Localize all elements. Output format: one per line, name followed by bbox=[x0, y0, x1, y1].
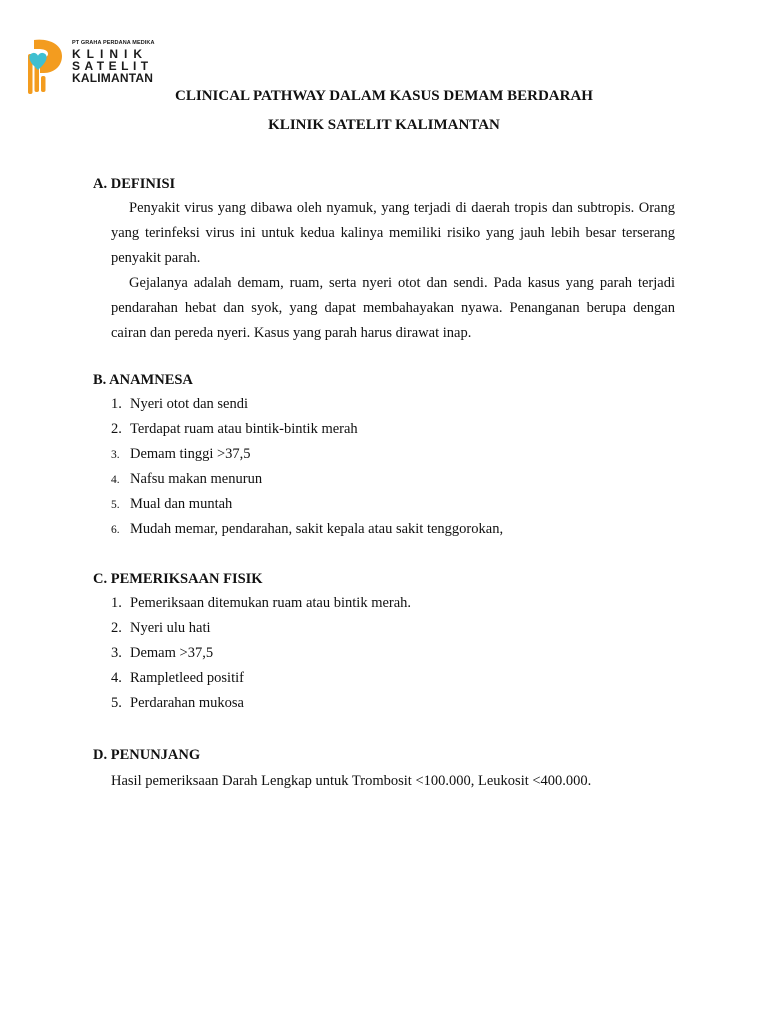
list-number: 3. bbox=[111, 449, 120, 461]
list-item-text: Pemeriksaan ditemukan ruam atau bintik merah. bbox=[130, 595, 412, 611]
anamnesa-list bbox=[111, 392, 675, 542]
pemeriksaan-list bbox=[111, 591, 675, 716]
list-item bbox=[111, 492, 675, 517]
list-item bbox=[111, 392, 675, 417]
list-number: 2. bbox=[111, 620, 122, 636]
list-item-text: Nyeri ulu hati bbox=[130, 620, 211, 636]
section-penunjang bbox=[93, 746, 675, 794]
list-item bbox=[111, 666, 675, 691]
list-item bbox=[111, 467, 675, 492]
clinic-logo-text bbox=[72, 40, 155, 85]
logo-line-kalimantan: KALIMANTAN bbox=[72, 71, 154, 85]
list-number: 4. bbox=[111, 474, 120, 486]
list-item bbox=[111, 641, 675, 666]
list-number: 3. bbox=[111, 645, 122, 661]
section-heading: B. ANAMNESA bbox=[93, 372, 193, 388]
list-item bbox=[111, 691, 675, 716]
document-title: CLINICAL PATHWAY DALAM KASUS DEMAM BERDARAH bbox=[175, 88, 593, 104]
paragraph: Gejalanya adalah demam, ruam, serta nyeri otot dan sendi. Pada kasus yang parah terjadi pendarahan hebat dan syok, yang dapat membahayakan nyawa. Penanganan berupa dengan cairan dan pereda nyeri. Kasus yang parah harus dirawat inap. bbox=[111, 275, 675, 341]
penunjang-text: Hasil pemeriksaan Darah Lengkap untuk Trombosit <100.000, Leukosit <400.000. bbox=[111, 773, 592, 789]
section-definisi bbox=[93, 175, 675, 346]
logo-line-klinik: KLINIK bbox=[72, 47, 148, 61]
section-heading: C. PEMERIKSAAN FISIK bbox=[93, 571, 263, 587]
list-item-text: Rampletleed positif bbox=[130, 670, 244, 686]
list-number: 1. bbox=[111, 595, 122, 611]
section-heading: A. DEFINISI bbox=[93, 176, 176, 192]
list-item-text: Terdapat ruam atau bintik-bintik merah bbox=[130, 421, 358, 437]
list-item-text: Mual dan muntah bbox=[130, 496, 233, 512]
logo-line-satelit: SATELIT bbox=[72, 59, 153, 73]
list-number: 4. bbox=[111, 670, 122, 686]
paragraph: Penyakit virus yang dibawa oleh nyamuk, yang terjadi di daerah tropis dan subtropis. Orang yang terinfeksi virus ini untuk kedua kalinya memiliki risiko yang jauh lebih besar terserang penyakit parah. bbox=[111, 200, 675, 266]
list-number: 6. bbox=[111, 524, 120, 536]
list-item bbox=[111, 591, 675, 616]
list-item-text: Nafsu makan menurun bbox=[130, 471, 263, 487]
list-item bbox=[111, 517, 675, 542]
section-anamnesa bbox=[93, 371, 675, 542]
list-number: 2. bbox=[111, 421, 122, 437]
list-item bbox=[111, 616, 675, 641]
list-number: 5. bbox=[111, 695, 122, 711]
list-number: 1. bbox=[111, 396, 122, 412]
list-item-text: Mudah memar, pendarahan, sakit kepala atau sakit tenggorokan, bbox=[130, 521, 504, 537]
list-item-text: Demam >37,5 bbox=[130, 645, 214, 661]
document-subtitle: KLINIK SATELIT KALIMANTAN bbox=[268, 117, 500, 133]
logo-company-name: PT GRAHA PERDANA MEDIKA bbox=[72, 40, 155, 46]
list-item-text: Demam tinggi >37,5 bbox=[130, 446, 251, 462]
section-pemeriksaan-fisik bbox=[93, 570, 675, 716]
list-item-text: Perdarahan mukosa bbox=[130, 695, 244, 711]
section-heading: D. PENUNJANG bbox=[93, 747, 201, 763]
list-item bbox=[111, 417, 675, 442]
list-item-text: Nyeri otot dan sendi bbox=[130, 396, 248, 412]
list-item bbox=[111, 442, 675, 467]
list-number: 5. bbox=[111, 499, 120, 511]
